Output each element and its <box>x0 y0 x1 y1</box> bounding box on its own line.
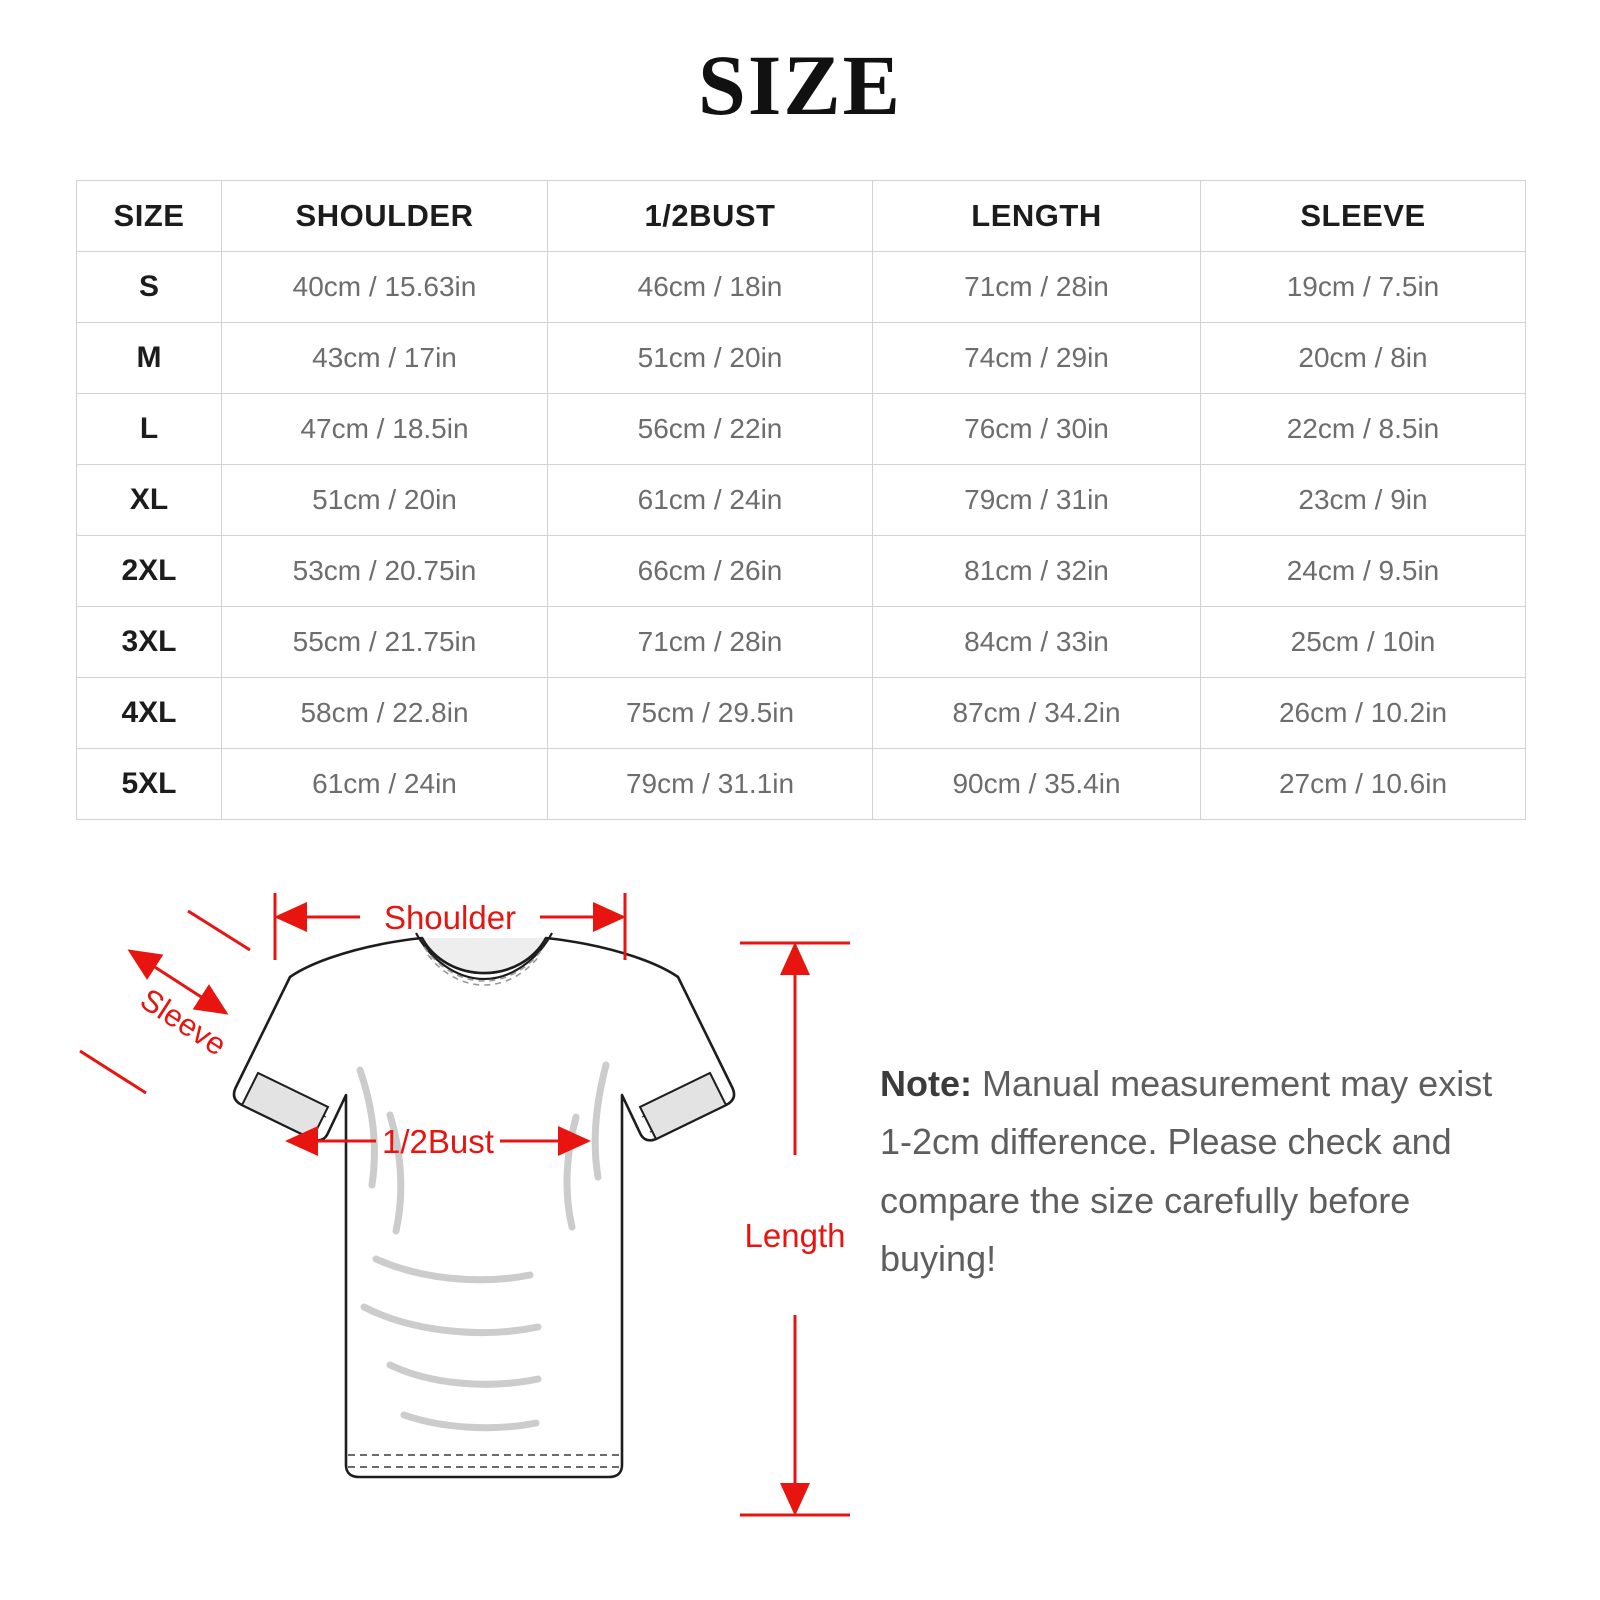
cell-shoulder: 40cm / 15.63in <box>222 252 548 323</box>
cell-size: S <box>77 252 222 323</box>
table-row <box>77 607 1526 678</box>
shoulder-label: Shoulder <box>383 899 517 936</box>
column-header-bust: 1/2BUST <box>548 181 873 252</box>
cell-sleeve: 25cm / 10in <box>1201 607 1526 678</box>
cell-size: 4XL <box>77 678 222 749</box>
table-header-row <box>77 181 1526 252</box>
table-row <box>77 323 1526 394</box>
cell-sleeve: 24cm / 9.5in <box>1201 536 1526 607</box>
measurement-diagram <box>60 855 880 1555</box>
cell-bust: 56cm / 22in <box>548 394 873 465</box>
cell-shoulder: 53cm / 20.75in <box>222 536 548 607</box>
cell-size: XL <box>77 465 222 536</box>
cell-length: 81cm / 32in <box>873 536 1201 607</box>
cell-shoulder: 47cm / 18.5in <box>222 394 548 465</box>
cell-bust: 51cm / 20in <box>548 323 873 394</box>
cell-size: 5XL <box>77 749 222 820</box>
cell-bust: 66cm / 26in <box>548 536 873 607</box>
note-block <box>880 1055 1520 1288</box>
cell-sleeve: 27cm / 10.6in <box>1201 749 1526 820</box>
cell-bust: 75cm / 29.5in <box>548 678 873 749</box>
cell-sleeve: 26cm / 10.2in <box>1201 678 1526 749</box>
cell-length: 90cm / 35.4in <box>873 749 1201 820</box>
cell-bust: 46cm / 18in <box>548 252 873 323</box>
cell-length: 71cm / 28in <box>873 252 1201 323</box>
bust-label: 1/2Bust <box>382 1123 494 1160</box>
table-row <box>77 252 1526 323</box>
cell-size: L <box>77 394 222 465</box>
cell-sleeve: 22cm / 8.5in <box>1201 394 1526 465</box>
table-row <box>77 465 1526 536</box>
length-label: Length <box>744 1217 846 1254</box>
column-header-size: SIZE <box>77 181 222 252</box>
cell-size: 2XL <box>77 536 222 607</box>
cell-length: 84cm / 33in <box>873 607 1201 678</box>
column-header-length: LENGTH <box>873 181 1201 252</box>
page-title: SIZE <box>697 37 903 133</box>
cell-size: 3XL <box>77 607 222 678</box>
cell-shoulder: 55cm / 21.75in <box>222 607 548 678</box>
cell-bust: 71cm / 28in <box>548 607 873 678</box>
cell-length: 87cm / 34.2in <box>873 678 1201 749</box>
table-row <box>77 678 1526 749</box>
table-row <box>77 749 1526 820</box>
column-header-sleeve: SLEEVE <box>1201 181 1526 252</box>
cell-length: 79cm / 31in <box>873 465 1201 536</box>
cell-sleeve: 23cm / 9in <box>1201 465 1526 536</box>
size-table <box>76 180 1526 820</box>
cell-shoulder: 43cm / 17in <box>222 323 548 394</box>
cell-bust: 61cm / 24in <box>548 465 873 536</box>
cell-shoulder: 58cm / 22.8in <box>222 678 548 749</box>
cell-bust: 79cm / 31.1in <box>548 749 873 820</box>
cell-shoulder: 61cm / 24in <box>222 749 548 820</box>
table-row <box>77 536 1526 607</box>
column-header-shoulder: SHOULDER <box>222 181 548 252</box>
cell-size: M <box>77 323 222 394</box>
cell-sleeve: 20cm / 8in <box>1201 323 1526 394</box>
cell-length: 74cm / 29in <box>873 323 1201 394</box>
note-label: Note: <box>880 1063 972 1104</box>
cell-sleeve: 19cm / 7.5in <box>1201 252 1526 323</box>
tshirt-illustration <box>234 933 734 1477</box>
cell-length: 76cm / 30in <box>873 394 1201 465</box>
cell-shoulder: 51cm / 20in <box>222 465 548 536</box>
note-text: Manual measurement may exist 1-2cm difference. Please check and compare the size carefully before buying! <box>880 1063 1493 1279</box>
table-row <box>77 394 1526 465</box>
sleeve-label: Sleeve <box>134 981 233 1063</box>
